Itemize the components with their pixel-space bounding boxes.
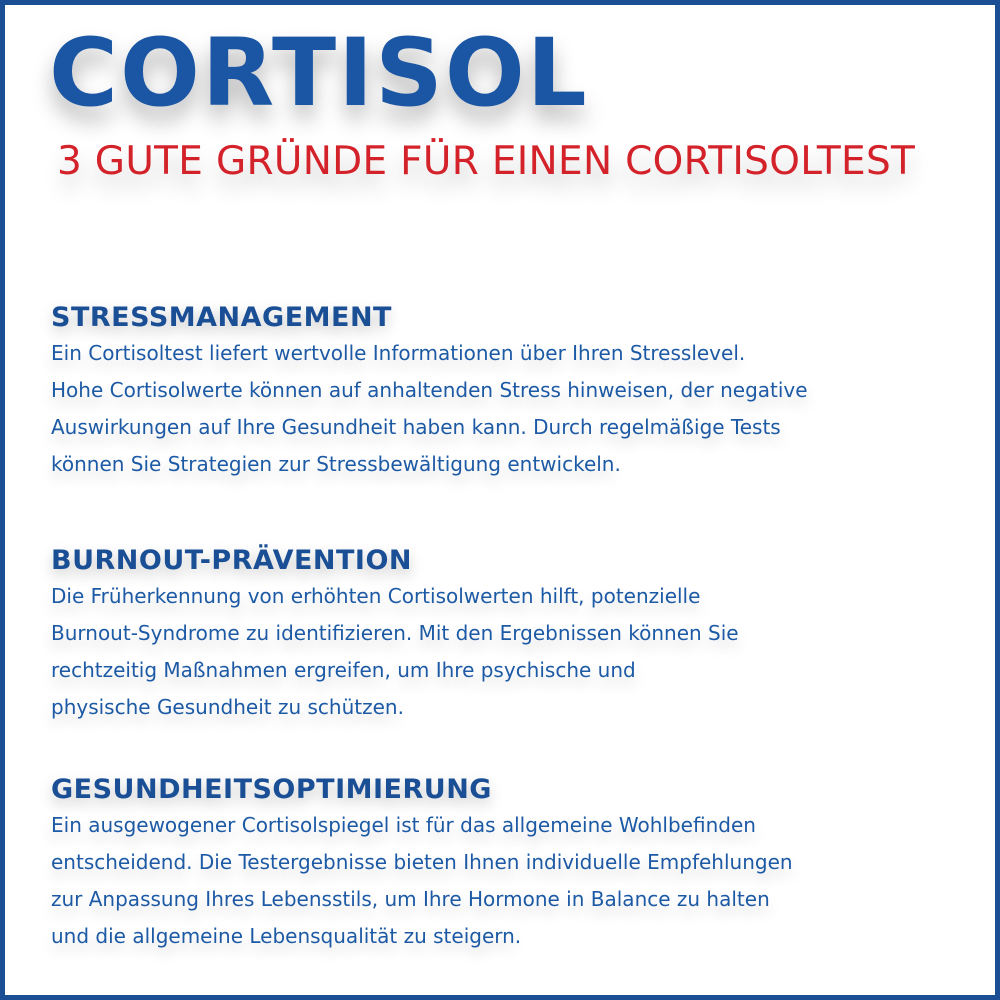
section-text-line: Burnout-Syndrome zu identifizieren. Mit den Ergebnissen können Sie [51, 621, 739, 645]
section-heading: GESUNDHEITSOPTIMIERUNG [51, 774, 492, 805]
section-text-line: Ein ausgewogener Cortisolspiegel ist für das allgemeine Wohlbefinden [51, 813, 756, 837]
section-gesundheitsoptimierung [51, 773, 951, 955]
page-title: CORTISOL [49, 19, 589, 128]
section-text-line: zur Anpassung Ihres Lebensstils, um Ihre Hormone in Balance zu halten [51, 887, 770, 911]
section-text-line: rechtzeitig Maßnahmen ergreifen, um Ihre psychische und [51, 658, 636, 682]
section-stressmanagement [51, 301, 951, 483]
section-text-line: physische Gesundheit zu schützen. [51, 695, 404, 719]
section-text-line: Ein Cortisoltest liefert wertvolle Informationen über Ihren Stresslevel. [51, 341, 746, 365]
section-text-line: entscheidend. Die Testergebnisse bieten Ihnen individuelle Empfehlungen [51, 850, 793, 874]
section-heading: STRESSMANAGEMENT [51, 302, 392, 333]
section-text-line: Die Früherkennung von erhöhten Cortisolwerten hilft, potenzielle [51, 584, 701, 608]
page-subtitle: 3 GUTE GRÜNDE FÜR EINEN CORTISOLTEST [57, 139, 916, 184]
section-text-line: können Sie Strategien zur Stressbewältigung entwickeln. [51, 452, 621, 476]
section-burnout-praevention [51, 544, 951, 726]
section-text-line: Auswirkungen auf Ihre Gesundheit haben kann. Durch regelmäßige Tests [51, 415, 781, 439]
section-heading: BURNOUT-PRÄVENTION [51, 545, 413, 576]
section-text-line: Hohe Cortisolwerte können auf anhaltenden Stress hinweisen, der negative [51, 378, 808, 402]
section-text-line: und die allgemeine Lebensqualität zu steigern. [51, 924, 522, 948]
